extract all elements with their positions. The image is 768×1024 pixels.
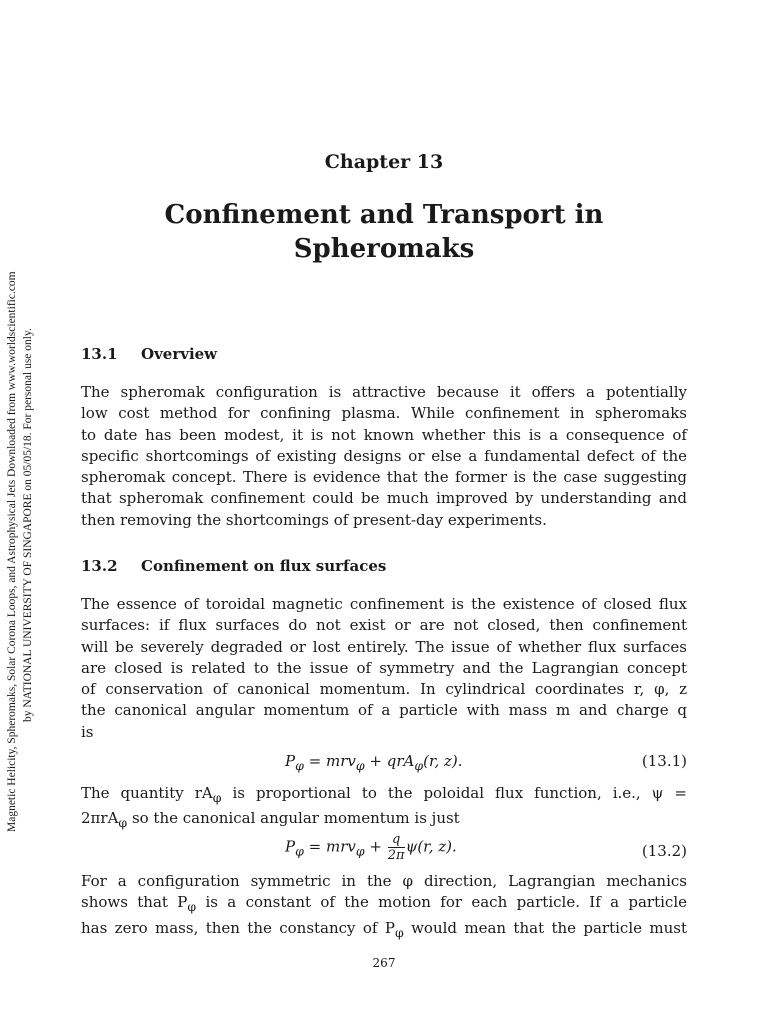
section-title: Confinement on flux surfaces (141, 557, 387, 575)
overview-paragraph (81, 382, 687, 531)
text-line: shows that $P_\varphi$ is a constant of the motion for each particle. If a particle (81, 893, 688, 915)
text-line: of conservation of canonical momentum. In cylindrical coordinates r, φ, z (81, 680, 687, 699)
text-line: The essence of toroidal magnetic confinement is the existence of closed flux (81, 595, 687, 613)
text-line: specific shortcomings of existing designs or else a fundamental defect of the (81, 446, 687, 465)
lagrangian-paragraph (81, 871, 687, 943)
text-line: low cost method for confining plasma. While confinement in spheromaks (81, 404, 687, 423)
chapter-title-line-1: Confinement and Transport in (164, 200, 604, 230)
download-notice-line-2: by NATIONAL UNIVERSITY OF SINGAPORE on 05/05/18. For personal use only. (22, 328, 34, 722)
section-number: 13.1 (81, 345, 118, 363)
text-line: The spheromak configuration is attractive because it offers a potentially (81, 383, 687, 401)
text-line: that spheromak confinement could be much improved by understanding and (81, 489, 687, 508)
text-line: then removing the shortcomings of present-day experiments. (81, 510, 547, 529)
equation-formula: $P_\varphi = mrv_\varphi$ + $\frac{q}{2\pi}$ ψ(r, z). (285, 832, 457, 863)
section-heading-13-1 (81, 345, 217, 363)
section-heading-13-2 (81, 557, 386, 575)
text-line: spheromak concept. There is evidence that the former is the case suggesting (81, 468, 687, 487)
section-title: Overview (141, 345, 218, 363)
text-line: the canonical angular momentum of a particle with mass m and charge q (81, 701, 687, 720)
poloidal-flux-paragraph (81, 783, 687, 834)
text-line: 2πrA$_\varphi$ so the canonical angular momentum is just (81, 809, 460, 831)
text-line: will be severely degraded or lost entirely. The issue of whether flux surfaces (81, 637, 687, 656)
text-line: are closed is related to the issue of symmetry and the Lagrangian concept (81, 658, 687, 677)
text-line: has zero mass, then the constancy of $P_\varphi$ would mean that the particle must (81, 918, 687, 940)
equation-number: (13.1) (641, 752, 687, 770)
download-notice-line-1: Magnetic Helicity, Spheromaks, Solar Corona Loops, and Astrophysical Jets Downloaded from www.worldscientific.com (6, 271, 18, 832)
equation-number: (13.2) (641, 842, 687, 860)
page-number: 267 (372, 956, 396, 970)
text-line: is (81, 722, 94, 741)
equation-13-2 (81, 832, 687, 868)
text-line: The quantity $rA_\varphi$ is proportional to the poloidal flux function, i.e., ψ = (81, 784, 687, 805)
flux-surfaces-paragraph (81, 594, 687, 743)
text-line: For a configuration symmetric in the φ direction, Lagrangian mechanics (81, 872, 687, 890)
fraction: $\frac{q}{2\pi}$ (387, 832, 405, 863)
equation-formula: $P_\varphi = mrv_\varphi + qrA_\varphi(r$, z). (285, 752, 463, 773)
chapter-title-line-2: Spheromaks (293, 234, 475, 264)
download-notice (4, 182, 44, 832)
text-line: surfaces: if flux surfaces do not exist or are not closed, then confinement (81, 616, 687, 635)
chapter-title (81, 198, 687, 266)
text-line: to date has been modest, it is not known whether this is a consequence of (81, 425, 687, 444)
chapter-label: Chapter 13 (324, 151, 444, 173)
section-number: 13.2 (81, 557, 118, 575)
